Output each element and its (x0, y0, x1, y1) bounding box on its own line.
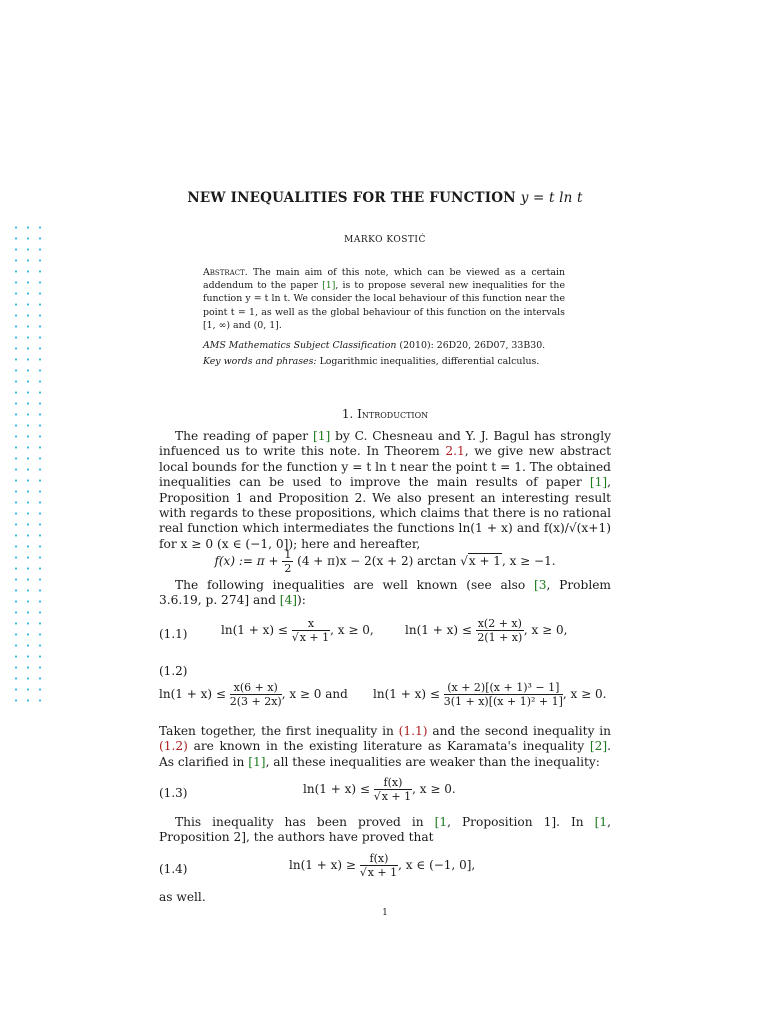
paragraph-2 (159, 578, 611, 609)
sqrt-arg: x + 1 (367, 866, 398, 879)
eq-part: (4 + π)x − 2(x + 2) arctan (297, 554, 457, 568)
equation-number: (1.1) (159, 627, 188, 641)
frac-den: √x + 1 (291, 631, 330, 644)
fraction (360, 852, 398, 879)
fraction (230, 681, 282, 708)
text: , Problem 3.6.19, p. 274] and (159, 578, 611, 608)
text: Taken together, the first inequality in (159, 724, 394, 738)
frac-num: x(6 + x) (230, 681, 282, 695)
eq12-left (159, 681, 348, 708)
fraction (282, 548, 293, 575)
citation-link[interactable]: [2] (589, 739, 608, 754)
text: , Proposition 2], the authors have proved that (159, 815, 612, 845)
section-title: Introduction (357, 407, 429, 421)
citation-link[interactable]: [1 (594, 815, 608, 829)
text: and the second inequality in (432, 724, 612, 738)
citation-link[interactable]: [4] (279, 593, 298, 608)
eq-condition: , x ≥ 0. (562, 687, 607, 701)
abstract-text-cont: , is to propose several new inequalities for the function y = t ln t. We consider the local behaviour of this function near the point t = 1, as well as the global behaviour of this function on the intervals [1, ∞) and (0, 1]. (203, 280, 566, 331)
eq-condition: , x ≥ 0 and (281, 687, 348, 701)
text: . As clarified in (159, 739, 612, 769)
text: as well. (159, 890, 206, 904)
text: by C. Chesneau and Y. J. Bagul has strongly infuenced us to write this note. In Theorem (159, 429, 612, 459)
citation-link[interactable]: [1 (434, 815, 448, 829)
title-math: y = t ln t (520, 190, 583, 206)
frac-num: 1 (284, 548, 292, 561)
eq-condition: , x ≥ 0, (523, 623, 568, 637)
eq14-body (289, 852, 475, 879)
abstract-label: Abstract. (203, 267, 248, 278)
frac-num: f(x) (374, 776, 412, 790)
citation-link[interactable]: [1] (322, 280, 336, 292)
text: , Proposition 1]. In (447, 815, 584, 829)
frac-num: x (292, 617, 330, 631)
eq11-left (221, 617, 374, 644)
author-name: MARKO KOSTIĆ (344, 235, 426, 245)
paragraph-4 (159, 815, 611, 846)
eq-part: ln(1 + x) ≥ (289, 858, 356, 872)
eq-part: ln(1 + x) ≤ (405, 623, 472, 637)
margin-marks (10, 222, 46, 710)
text: , we give new abstract local bounds for the function y = t ln t near the point t = 1. The obtained inequalities can be used to improve the main results of paper (159, 444, 612, 490)
eq11-right (405, 617, 567, 644)
equation-link[interactable]: (1.2) (159, 739, 188, 754)
frac-den: √x + 1 (359, 866, 398, 879)
abstract-text: The main aim of this note, which can be viewed as a certain addendum to the paper (203, 267, 566, 292)
eq12-right (373, 681, 606, 708)
fraction (444, 681, 563, 708)
frac-den: 2(1 + x) (477, 631, 523, 644)
equation-link[interactable]: (1.1) (398, 724, 428, 738)
eq-part: f(x) := π + (214, 554, 279, 568)
fraction (374, 776, 412, 803)
citation-link[interactable]: [1] (312, 429, 331, 443)
frac-den: √x + 1 (373, 790, 412, 803)
sqrt-arg: x + 1 (299, 631, 330, 644)
citation-link[interactable]: [3 (534, 578, 547, 592)
paragraph-3 (159, 724, 611, 770)
text: , all these inequalities are weaker than the inequality: (265, 754, 600, 769)
frac-den: 3(1 + x)[(x + 1)² + 1] (443, 695, 563, 708)
equation-number: (1.3) (159, 786, 188, 800)
eq13-body (303, 776, 456, 803)
keywords-label: Key words and phrases: (203, 356, 317, 368)
paragraph-1 (159, 429, 611, 552)
citation-link[interactable]: [1] (248, 754, 266, 769)
text: ): (297, 593, 306, 608)
equation-number: (1.2) (159, 664, 188, 678)
eq-condition: , x ≥ 0. (412, 782, 456, 796)
text: The reading of paper (175, 429, 309, 443)
frac-num: (x + 2)[(x + 1)³ − 1] (444, 681, 563, 695)
eq-part: ln(1 + x) ≤ (373, 687, 440, 701)
paper-title (159, 190, 611, 206)
text: This inequality has been proved in (175, 815, 424, 829)
eq-condition: , x ≥ −1. (501, 554, 556, 568)
eq-condition: , x ∈ (−1, 0], (398, 858, 476, 872)
eq-part: ln(1 + x) ≤ (221, 623, 288, 637)
frac-den: 2(3 + 2x) (229, 695, 282, 708)
frac-num: f(x) (360, 852, 398, 866)
sqrt-arg: x + 1 (381, 790, 412, 803)
equation-f-definition: f(x) := π + $\frac{1}{2}$ (4 + π)x − 2(x + 2) arctan √x + 1, x ≥ −1. (214, 548, 556, 575)
title-text: NEW INEQUALITIES FOR THE FUNCTION (187, 190, 516, 206)
section-heading (159, 407, 611, 421)
text: are known in the existing literature as Karamata's inequality (193, 739, 585, 754)
eq-part: ln(1 + x) ≤ (303, 782, 370, 796)
equation-number: (1.4) (159, 862, 188, 876)
text: , Proposition 1 and Proposition 2. We also present an interesting result with regards to these propositions, which claims that there is no rational real function which intermediates the functions ln(1 + x) and f(x)/√(x+1) for x ≥ 0 (x ∈ (−1, 0]); here and hereafter, (159, 475, 612, 551)
section-number: 1. (341, 407, 354, 421)
eq-condition: , x ≥ 0, (330, 623, 374, 637)
fraction (476, 617, 524, 644)
theorem-link[interactable]: 2.1 (445, 444, 465, 459)
citation-link[interactable]: [1] (589, 475, 608, 490)
sqrt-arg: x + 1 (468, 554, 501, 568)
paragraph-5 (159, 890, 611, 905)
page-number: 1 (382, 908, 388, 918)
keywords-value: Logarithmic inequalities, differential calculus. (319, 356, 540, 368)
eq-part: ln(1 + x) ≤ (159, 687, 226, 701)
fraction (292, 617, 330, 644)
frac-den: 2 (284, 562, 292, 575)
abstract (203, 266, 565, 368)
msc-label: AMS Mathematics Subject Classification (203, 340, 397, 352)
text: The following inequalities are well known (see also (175, 578, 526, 592)
msc-value: (2010): 26D20, 26D07, 33B30. (399, 340, 546, 352)
frac-num: x(2 + x) (477, 617, 522, 630)
